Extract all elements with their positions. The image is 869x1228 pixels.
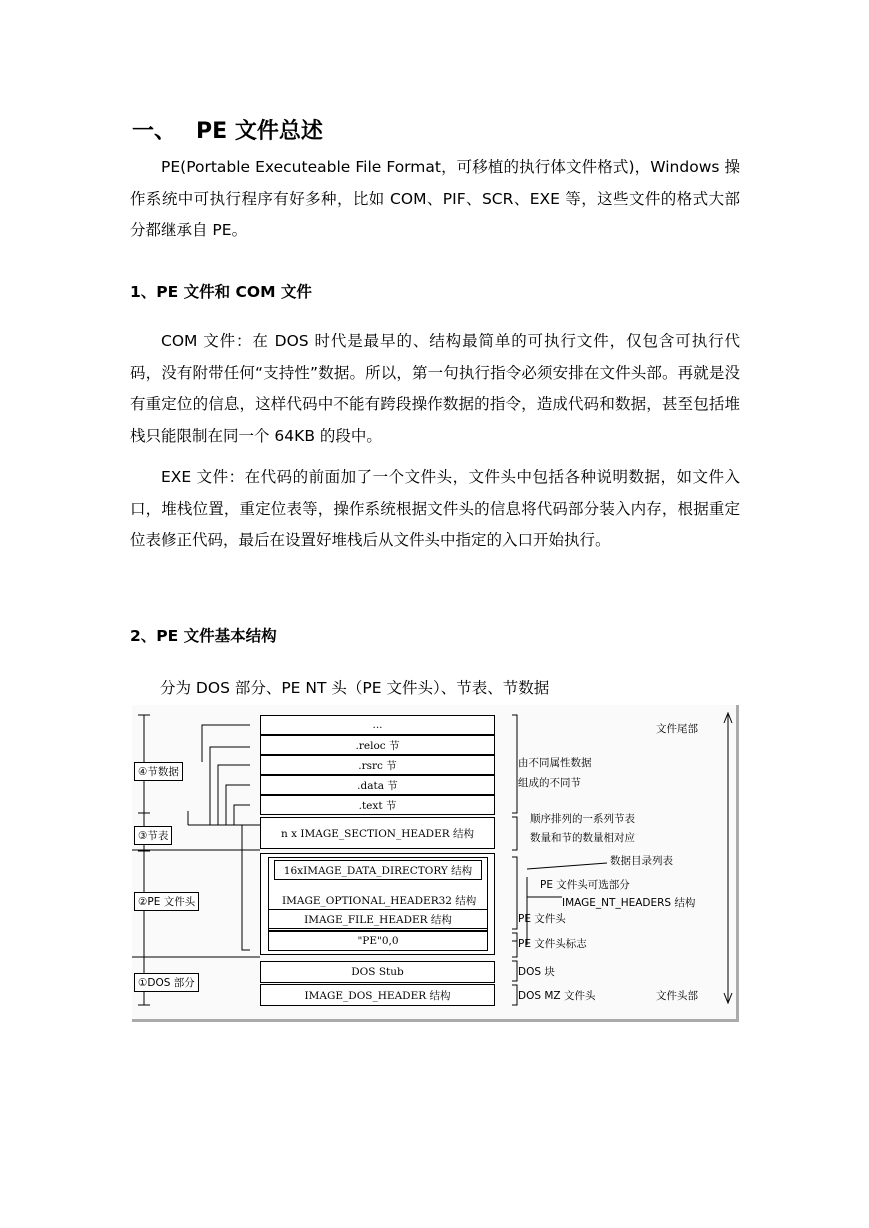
- section-header-box: n x IMAGE_SECTION_HEADER 结构: [260, 817, 495, 849]
- label-dos-mz: DOS MZ 文件头: [518, 990, 596, 1002]
- com-paragraph: COM 文件：在 DOS 时代是最早的、结构最简单的可执行文件，仅包含可执行代码，没有附带任何“支持性”数据。所以，第一句执行指令必须安排在文件头部。再就是没有重定位的信息，这样代码中不能有跨段操作数据的指令，造成代码和数据，甚至包括堆栈只能限制在同一个 64KB 的段中。: [130, 332, 740, 445]
- file-header-box: IMAGE_FILE_HEADER 结构: [268, 909, 488, 929]
- dos-header-box: IMAGE_DOS_HEADER 结构: [260, 984, 495, 1006]
- heading-title: PE 文件总述: [196, 119, 323, 144]
- heading-number: 一、: [132, 119, 177, 144]
- rsrc-section-box: .rsrc 节: [260, 755, 495, 775]
- label-seq-table-1: 顺序排列的一系列节表: [530, 813, 635, 825]
- dos-stub-box: DOS Stub: [260, 961, 495, 983]
- label-seq-table-2: 数量和节的数量相对应: [530, 832, 635, 844]
- pe-signature-box: "PE"0,0: [268, 931, 488, 951]
- label-diff-sections-1: 由不同属性数据: [518, 757, 592, 769]
- data-directory-box: 16xIMAGE_DATA_DIRECTORY 结构: [274, 860, 482, 880]
- pe-structure-diagram: [132, 705, 740, 1023]
- tag-dos-part: ①DOS 部分: [134, 973, 199, 992]
- label-pe-signature: PE 文件头标志: [518, 938, 587, 950]
- reloc-section-box: .reloc 节: [260, 735, 495, 755]
- data-section-box: .data 节: [260, 775, 495, 795]
- optional-header-label: IMAGE_OPTIONAL_HEADER32 结构: [282, 895, 477, 907]
- label-file-head: 文件头部: [656, 990, 698, 1002]
- label-file-tail: 文件尾部: [656, 723, 698, 735]
- tag-pe-header: ②PE 文件头: [134, 892, 199, 911]
- intro-paragraph: PE(Portable Executeable File Format，可移植的执行体文件格式)，Windows 操作系统中可执行程序有好多种，比如 COM、PIF、SCR、EXE 等，这些文件的格式大部分都继承自 PE。: [130, 158, 740, 239]
- label-optional-header: PE 文件头可选部分: [540, 879, 630, 891]
- text-section-box: .text 节: [260, 795, 495, 815]
- section-heading: [132, 114, 323, 145]
- dots-box: ...: [260, 715, 495, 735]
- tag-section-data: ④节数据: [134, 762, 183, 781]
- tag-section-table: ③节表: [134, 826, 172, 845]
- label-nt-headers: IMAGE_NT_HEADERS 结构: [562, 897, 696, 909]
- label-dos-stub: DOS 块: [518, 966, 555, 978]
- label-diff-sections-2: 组成的不同节: [518, 777, 581, 789]
- subsection-1-title: 1、PE 文件和 COM 文件: [130, 283, 312, 301]
- exe-paragraph: EXE 文件：在代码的前面加了一个文件头，文件头中包括各种说明数据，如文件入口，堆栈位置，重定位表等，操作系统根据文件头的信息将代码部分装入内存，根据重定位表修正代码，最后在设置好堆栈后从文件头中指定的入口开始执行。: [130, 468, 740, 549]
- subsection-2-title: 2、PE 文件基本结构: [130, 627, 277, 645]
- label-data-dir-table: 数据目录列表: [610, 855, 673, 867]
- label-pe-file-header: PE 文件头: [518, 913, 566, 925]
- diagram-caption: 分为 DOS 部分、PE NT 头（PE 文件头）、节表、节数据: [160, 679, 550, 697]
